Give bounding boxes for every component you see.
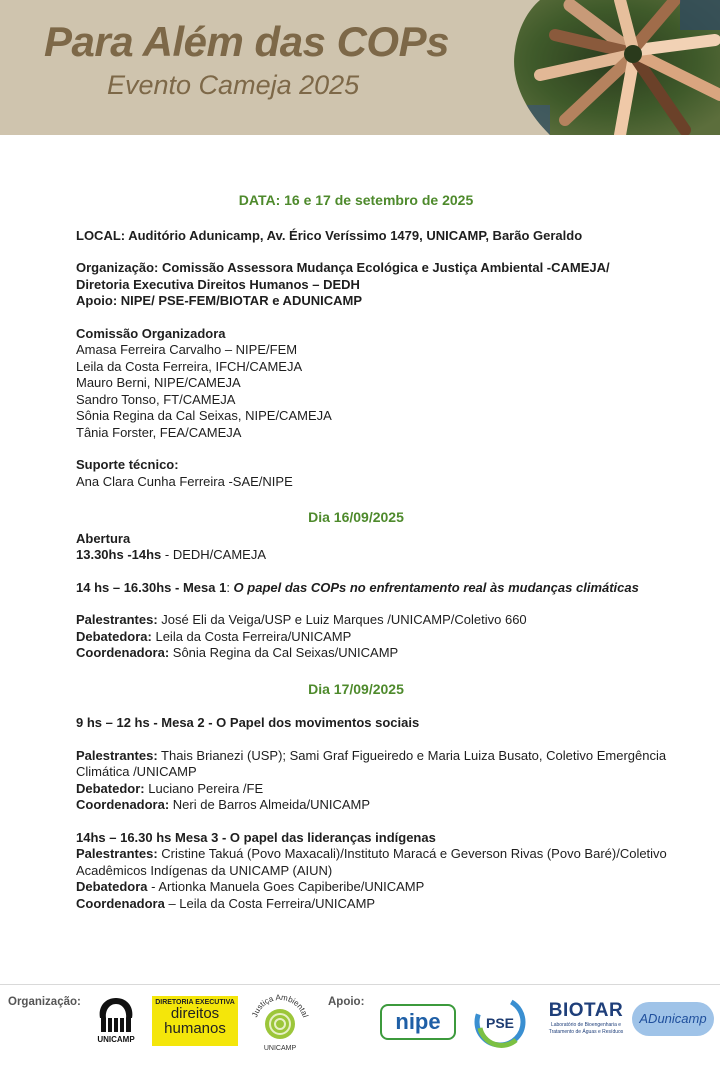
adunicamp-logo-text: ADunicamp bbox=[639, 1011, 707, 1026]
biotar-sub2: Tratamento de Águas e Resíduos bbox=[548, 1029, 624, 1035]
suporte-heading: Suporte técnico: bbox=[76, 457, 179, 472]
unicamp-logo-text: UNICAMP bbox=[97, 1035, 135, 1044]
mesa2-palestrantes bbox=[76, 748, 686, 781]
palestrantes-names: Cristine Takuá (Povo Maxacali)/Instituto Maracá e Geverson Rivas (Povo Baré)/Coletivo Acadêmicos Indígenas da UNICAMP (AIUN) bbox=[76, 846, 667, 878]
nipe-logo bbox=[380, 1004, 456, 1040]
palestrantes-label: Palestrantes: bbox=[76, 846, 158, 861]
justica-ambiental-logo bbox=[246, 990, 314, 1054]
debatedor-name: Luciano Pereira /FE bbox=[144, 780, 264, 796]
mesa3-title: 14hs – 16.30 hs Mesa 3 - O papel das lideranças indígenas bbox=[76, 829, 436, 845]
organizacao-line1: Organização: Comissão Assessora Mudança Ecológica e Justiça Ambiental -CAMEJA/ bbox=[76, 260, 610, 275]
mesa1-palestrantes bbox=[76, 612, 686, 629]
palestrantes-names: José Eli da Veiga/USP e Luiz Marques /UNICAMP/Coletivo 660 bbox=[157, 612, 527, 627]
debatedor-label: Debatedor: bbox=[76, 780, 145, 796]
mesa1-debatedora bbox=[76, 629, 686, 646]
direitos-humanos-logo bbox=[152, 996, 238, 1046]
mesa1-theme: O papel das COPs no enfrentamento real às mudanças climáticas bbox=[233, 579, 639, 595]
event-title: Para Além das COPs bbox=[44, 18, 449, 65]
footer-logos bbox=[0, 990, 720, 1080]
mesa2-coordenadora bbox=[76, 797, 686, 814]
coordenadora-label: Coordenadora: bbox=[76, 797, 170, 812]
unicamp-logo bbox=[90, 994, 142, 1044]
comissao-heading: Comissão Organizadora bbox=[76, 325, 226, 341]
mesa2-title: 9 hs – 12 hs - Mesa 2 - O Papel dos movimentos sociais bbox=[76, 715, 420, 730]
abertura-line bbox=[76, 547, 686, 564]
comissao-member: Sandro Tonso, FT/CAMEJA bbox=[76, 391, 236, 407]
mesa1-coordenadora bbox=[76, 645, 686, 662]
biotar-logo bbox=[544, 1000, 628, 1044]
hands-circle-photo bbox=[510, 0, 720, 135]
mesa2-participants bbox=[76, 748, 686, 814]
organizacao-line2: Diretoria Executiva Direitos Humanos – DEDH bbox=[76, 276, 360, 292]
coordenadora-name: Sônia Regina da Cal Seixas/UNICAMP bbox=[169, 645, 399, 660]
apoio-line: Apoio: NIPE/ PSE-FEM/BIOTAR e ADUNICAMP bbox=[76, 293, 362, 308]
coordenadora-label: Coordenadora: bbox=[76, 645, 170, 660]
mesa2-debatedor bbox=[76, 781, 686, 798]
abertura-section bbox=[76, 531, 686, 564]
mesa3-coordenadora bbox=[76, 896, 686, 913]
header-banner bbox=[0, 0, 720, 135]
mesa1-sep: : bbox=[226, 579, 234, 595]
abertura-time: 13.30hs -14hs bbox=[76, 547, 162, 562]
suporte-name: Ana Clara Cunha Ferreira -SAE/NIPE bbox=[76, 473, 293, 489]
justica-bottom-text: UNICAMP bbox=[263, 1045, 297, 1052]
comissao-section bbox=[76, 326, 686, 442]
debatedora-name: - Artionka Manuela Goes Capiberibe/UNICAMP bbox=[147, 879, 425, 894]
palestrantes-label: Palestrantes: bbox=[76, 612, 158, 627]
nipe-logo-text: nipe bbox=[395, 1009, 441, 1034]
comissao-member: Sônia Regina da Cal Seixas, NIPE/CAMEJA bbox=[76, 408, 332, 423]
mesa1-participants bbox=[76, 612, 686, 662]
dedh-line3: humanos bbox=[164, 1020, 226, 1037]
debatedora-label: Debatedora: bbox=[76, 628, 152, 644]
palestrantes-label: Palestrantes: bbox=[76, 747, 158, 763]
mesa1-time: 14 hs – 16.30hs - Mesa 1 bbox=[76, 579, 227, 595]
pse-logo bbox=[472, 996, 528, 1048]
abertura-org: - DEDH/CAMEJA bbox=[161, 547, 267, 562]
adunicamp-logo bbox=[632, 1002, 714, 1036]
comissao-member: Amasa Ferreira Carvalho – NIPE/FEM bbox=[76, 342, 298, 357]
footer-divider bbox=[0, 984, 720, 985]
day1-heading: Dia 16/09/2025 bbox=[308, 509, 404, 525]
debatedora-name: Leila da Costa Ferreira/UNICAMP bbox=[151, 628, 352, 644]
coordenadora-name: Neri de Barros Almeida/UNICAMP bbox=[169, 797, 371, 812]
organizacao-section bbox=[76, 260, 686, 310]
dedh-line1: DIRETORIA EXECUTIVA bbox=[155, 999, 235, 1006]
event-subtitle: Evento Cameja 2025 bbox=[107, 70, 360, 100]
organizacao-label: Organização: bbox=[8, 996, 81, 1008]
suporte-section bbox=[76, 457, 686, 490]
comissao-member: Leila da Costa Ferreira, IFCH/CAMEJA bbox=[76, 358, 303, 374]
program-content bbox=[76, 192, 686, 912]
comissao-member: Mauro Berni, NIPE/CAMEJA bbox=[76, 375, 241, 390]
mesa3-section bbox=[76, 830, 686, 913]
debatedora-label: Debatedora bbox=[76, 879, 148, 894]
justica-arc-text: Justiça Ambiental bbox=[250, 992, 310, 1019]
day2-heading: Dia 17/09/2025 bbox=[308, 680, 404, 697]
apoio-label: Apoio: bbox=[328, 996, 365, 1008]
palestrantes-names: Thais Brianezi (USP); Sami Graf Figueiredo e Maria Luiza Busato, Coletivo Emergência Climática /UNICAMP bbox=[76, 747, 667, 779]
abertura-label: Abertura bbox=[76, 530, 131, 546]
coordenadora-label: Coordenadora bbox=[76, 895, 165, 911]
biotar-logo-text: BIOTAR bbox=[548, 1000, 624, 1021]
mesa3-palestrantes bbox=[76, 846, 686, 879]
event-date: DATA: 16 e 17 de setembro de 2025 bbox=[238, 192, 474, 208]
biotar-sub1: Laboratório de Bioengenharia e bbox=[550, 1022, 622, 1028]
coordenadora-name: – Leila da Costa Ferreira/UNICAMP bbox=[164, 895, 376, 911]
mesa1-title bbox=[76, 580, 686, 597]
pse-logo-text: PSE bbox=[485, 1015, 515, 1031]
event-location: LOCAL: Auditório Adunicamp, Av. Érico Veríssimo 1479, UNICAMP, Barão Geraldo bbox=[76, 227, 583, 243]
comissao-member: Tânia Forster, FEA/CAMEJA bbox=[76, 424, 242, 440]
mesa3-debatedora bbox=[76, 879, 686, 896]
dedh-line2: direitos bbox=[170, 1005, 220, 1022]
